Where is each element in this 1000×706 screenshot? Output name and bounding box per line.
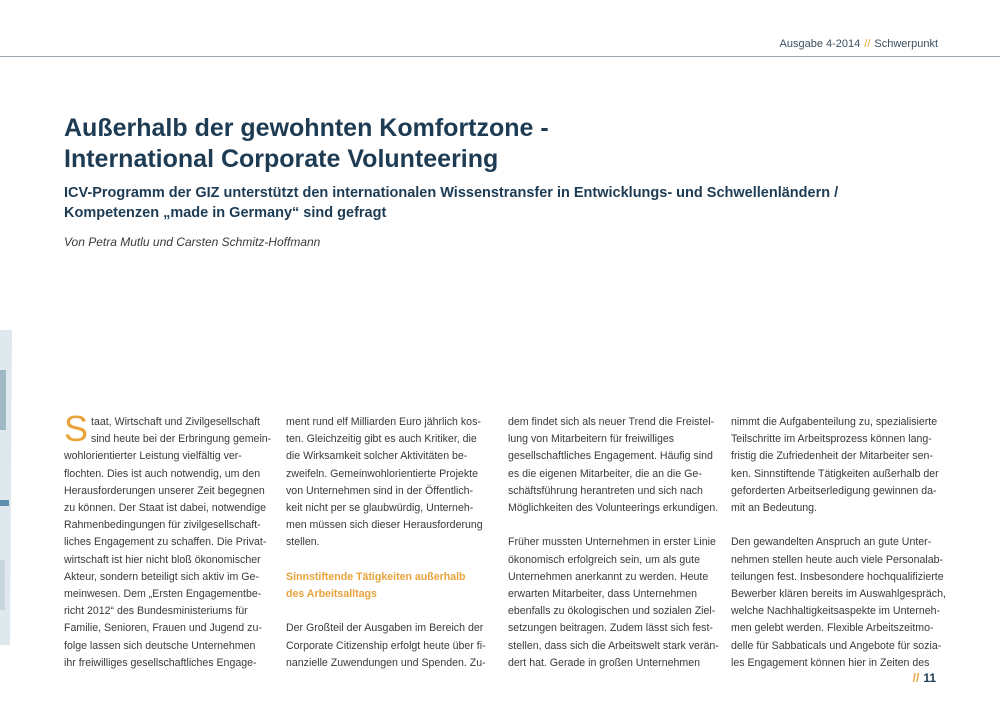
text-line: wohlorientierter Leistung vielfältig ver-	[64, 450, 242, 463]
column-3	[508, 414, 719, 672]
drop-cap: S	[64, 408, 89, 449]
text-line: wirtschaft ist hier nicht bloß ökonomischer	[64, 553, 261, 566]
title-line: Außerhalb der gewohnten Komfortzone -	[64, 114, 549, 142]
text-line: ken. Sinnstiftende Tätigkeiten außerhalb der	[731, 467, 939, 480]
column-1	[64, 408, 272, 672]
header-rule	[0, 56, 1000, 57]
text-line: sind heute bei der Erbringung gemein-	[91, 433, 272, 446]
article-subtitle	[64, 183, 944, 223]
text-line: von Unternehmen sind in der Öffentlich-	[286, 484, 474, 497]
column-4-text-b	[731, 534, 946, 672]
text-line: stellen.	[286, 536, 320, 549]
page-header	[780, 38, 938, 50]
text-line: ebenfalls zu ökologischen und sozialen Ziel-	[508, 605, 716, 618]
column-2-text-b	[286, 620, 492, 672]
text-line: Unternehmen anerkannt zu werden. Heute	[508, 570, 709, 583]
subtitle-line: Kompetenzen „made in Germany“ sind gefragt	[64, 205, 387, 221]
byline: Von Petra Mutlu und Carsten Schmitz-Hoffmann	[64, 235, 321, 249]
text-line: richt 2012“ des Bundesministeriums für	[64, 605, 248, 618]
text-line: nimmt die Aufgabenteilung zu, spezialisierte	[731, 416, 938, 428]
text-line: Den gewandelten Anspruch an gute Unter-	[731, 536, 932, 549]
text-line: flochten. Dies ist auch notwendig, um den	[64, 467, 261, 480]
text-line: men gelebt werden. Flexible Arbeitszeitmo-	[731, 622, 934, 635]
text-line: meinwesen. Dem „Ersten Engagementbe-	[64, 588, 262, 601]
column-3-text-a	[508, 414, 719, 517]
text-line: welche Nachhaltigkeitsaspekte im Unterneh-	[731, 605, 941, 618]
column-3-text-b	[508, 534, 719, 672]
title-line: International Corporate Volunteering	[64, 145, 499, 173]
text-line: Teilschritte im Arbeitsprozess können lang-	[731, 433, 932, 446]
text-line: mit an Bedeutung.	[731, 502, 817, 515]
page-number-value: 11	[923, 671, 936, 685]
decorative-photo-edge	[0, 330, 12, 645]
text-line: schäftsführung herantreten und sich nach	[508, 484, 703, 497]
text-line: Bewerber klären bereits im Auswahlgespräch,	[731, 588, 946, 601]
text-line: nanzielle Zuwendungen und Spenden. Zu-	[286, 656, 486, 669]
text-line: Corporate Citizenship erfolgt heute über fi-	[286, 639, 486, 652]
text-line: Sinnstiftende Tätigkeiten außerhalb	[286, 570, 466, 583]
text-line: Akteur, sondern beteiligt sich aktiv im Ge-	[64, 570, 259, 583]
section-subhead	[286, 569, 492, 603]
text-line: stellen, dass sich die Arbeitswelt stark verän-	[508, 639, 719, 652]
text-line: setzungen beitragen. Zudem lässt sich fest-	[508, 622, 713, 635]
footer-separator: //	[912, 671, 920, 685]
column-1-text	[64, 408, 272, 672]
text-line: es die eigenen Mitarbeiter, die an die Ge-	[508, 467, 702, 480]
column-2	[286, 414, 492, 672]
text-line: delle für Sabbaticals und Angebote für sozia-	[731, 639, 942, 652]
text-line: Familie, Senioren, Frauen und Jugend zu-	[64, 622, 262, 635]
text-line: les Engagement können hier in Zeiten des	[731, 656, 930, 669]
text-line: ten. Gleichzeitig gibt es auch Kritiker, die	[286, 433, 477, 446]
column-2-text-a	[286, 414, 492, 552]
text-line: men müssen sich dieser Herausforderung	[286, 519, 483, 532]
text-line: des Arbeitsalltags	[286, 588, 377, 601]
header-separator: //	[864, 38, 871, 50]
text-line: lung von Mitarbeitern für freiwilliges	[508, 433, 675, 446]
text-line: ihr freiwilliges gesellschaftliches Engage-	[64, 656, 257, 669]
text-line: fristig die Zufriedenheit der Mitarbeiter sen-	[731, 450, 933, 463]
article-title	[64, 113, 944, 175]
text-line: dert hat. Gerade in großen Unternehmen	[508, 656, 700, 669]
column-4-text-a	[731, 414, 937, 517]
text-line: Herausforderungen unserer Zeit begegnen	[64, 484, 265, 497]
text-line: ökonomisch erfolgreich sein, um als gute	[508, 553, 700, 566]
text-line: liches Engagement zu schaffen. Die Privat-	[64, 536, 267, 549]
text-line: gesellschaftliches Engagement. Häufig sind	[508, 450, 713, 463]
text-line: ment rund elf Milliarden Euro jährlich kos-	[286, 416, 481, 428]
text-line: taat, Wirtschaft und Zivilgesellschaft	[91, 416, 260, 428]
text-line: die Wirksamkeit solcher Aktivitäten be-	[286, 450, 468, 463]
section-label: Schwerpunkt	[874, 38, 938, 50]
column-4	[731, 414, 946, 672]
text-line: zweifeln. Gemeinwohlorientierte Projekte	[286, 467, 478, 480]
text-line: zu können. Der Staat ist dabei, notwendige	[64, 502, 267, 515]
text-line: folge lassen sich deutsche Unternehmen	[64, 639, 256, 652]
text-line: dem findet sich als neuer Trend die Freistel-	[508, 416, 715, 428]
text-line: Früher mussten Unternehmen in erster Linie	[508, 536, 716, 549]
text-line: nehmen stellen heute auch viele Personalab-	[731, 553, 944, 566]
text-line: geforderten Arbeitserledigung gewinnen da-	[731, 484, 937, 497]
issue-label: Ausgabe 4-2014	[779, 38, 861, 50]
text-line: keit nicht per se glaubwürdig, Unterneh-	[286, 502, 474, 515]
subtitle-line: ICV-Programm der GIZ unterstützt den internationalen Wissenstransfer in Entwicklungs- und Schwellenländern /	[64, 185, 839, 201]
text-line: Der Großteil der Ausgaben im Bereich der	[286, 622, 484, 635]
text-line: erwarten Mitarbeiter, dass Unternehmen	[508, 588, 698, 601]
text-line: Möglichkeiten des Volunteerings erkundigen.	[508, 502, 719, 515]
text-line: Rahmenbedingungen für zivilgesellschaft-	[64, 519, 261, 532]
page-number	[913, 671, 936, 685]
text-line: teilungen fest. Insbesondere hochqualifizierte	[731, 570, 944, 583]
